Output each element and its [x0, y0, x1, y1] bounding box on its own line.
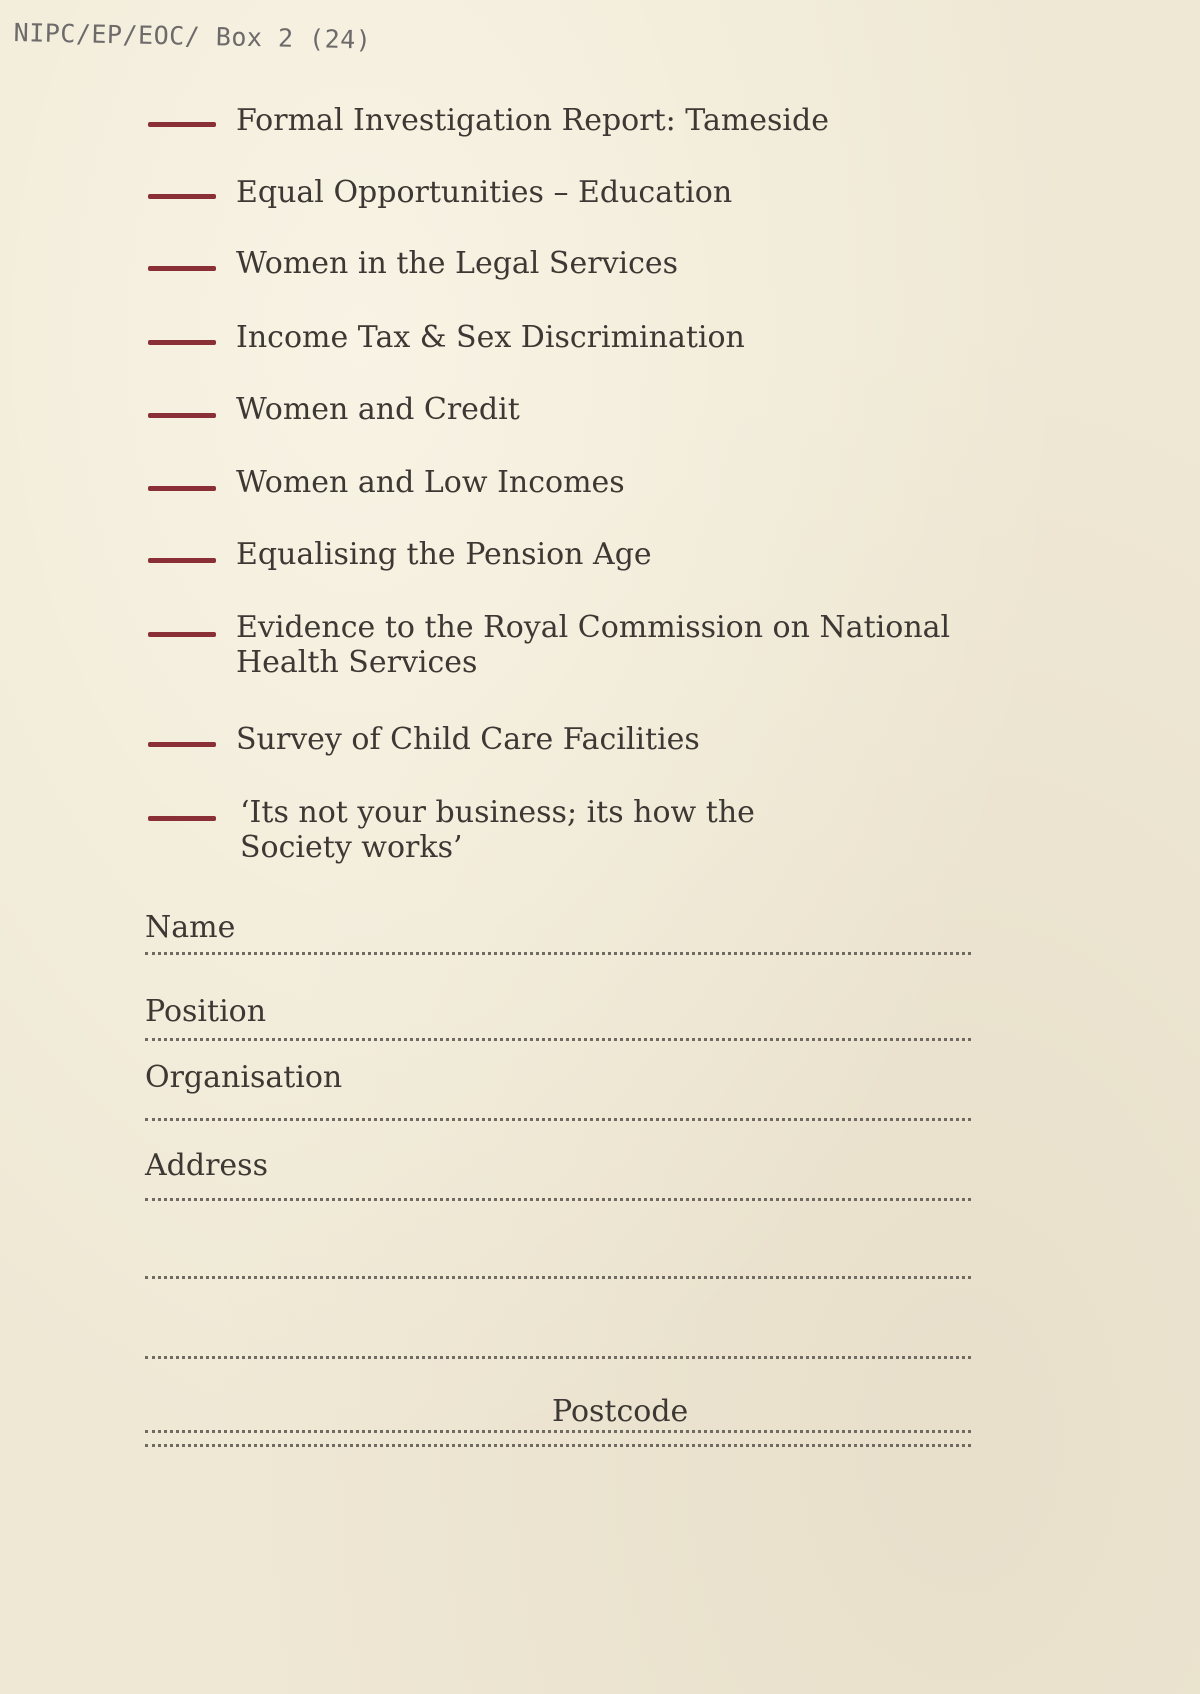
order-tick-line[interactable]: [148, 486, 216, 491]
order-tick-line[interactable]: [148, 632, 216, 637]
publication-title: Equal Opportunities – Education: [236, 175, 733, 210]
postcode-dotted-line[interactable]: [145, 1444, 971, 1447]
order-tick-line[interactable]: [148, 194, 216, 199]
order-tick-line[interactable]: [148, 742, 216, 747]
order-tick-line[interactable]: [148, 816, 216, 821]
publication-title: Equalising the Pension Age: [236, 537, 652, 572]
address-dotted-line[interactable]: [145, 1430, 971, 1433]
publication-title: Formal Investigation Report: Tameside: [236, 103, 829, 138]
postcode-label: Postcode: [552, 1394, 689, 1429]
name-label: Name: [145, 910, 236, 945]
position-dotted-line[interactable]: [145, 1038, 971, 1041]
organisation-label: Organisation: [145, 1060, 343, 1095]
publication-title: Survey of Child Care Facilities: [236, 722, 700, 757]
address-label: Address: [145, 1148, 268, 1183]
address-dotted-line[interactable]: [145, 1276, 971, 1279]
order-tick-line[interactable]: [148, 558, 216, 563]
publication-title: Women and Low Incomes: [236, 465, 625, 500]
publication-title: Women and Credit: [236, 392, 520, 427]
order-tick-line[interactable]: [148, 266, 216, 271]
name-dotted-line[interactable]: [145, 952, 971, 955]
order-tick-line[interactable]: [148, 122, 216, 127]
address-dotted-line[interactable]: [145, 1356, 971, 1359]
publication-title: Women in the Legal Services: [236, 246, 679, 281]
organisation-dotted-line[interactable]: [145, 1118, 971, 1121]
publication-title: Income Tax & Sex Discrimination: [236, 320, 745, 355]
publication-title: ‘Its not your business; its how the Society works’: [240, 795, 755, 865]
order-tick-line[interactable]: [148, 340, 216, 345]
address-dotted-line[interactable]: [145, 1198, 971, 1201]
publication-title: Evidence to the Royal Commission on National Health Services: [236, 610, 951, 680]
order-tick-line[interactable]: [148, 413, 216, 418]
archive-reference: NIPC/EP/EOC/ Box 2 (24): [13, 18, 372, 55]
position-label: Position: [145, 994, 267, 1029]
